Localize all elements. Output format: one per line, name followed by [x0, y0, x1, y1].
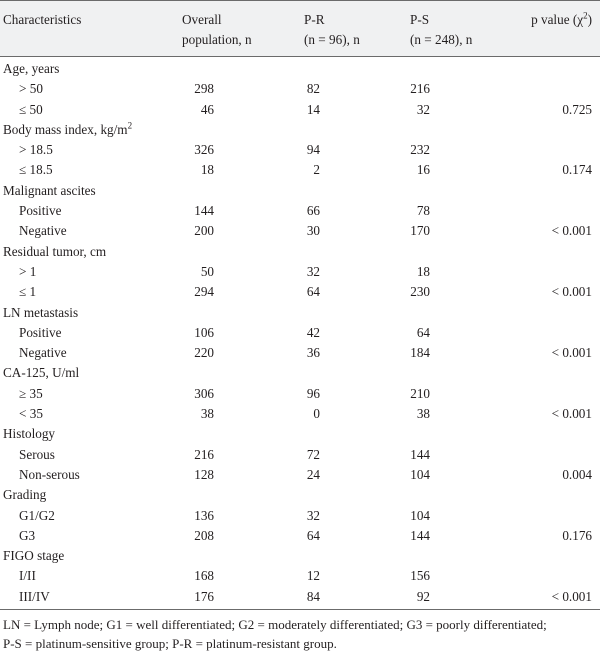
table-row — [0, 506, 600, 526]
pr-cell: 82 — [306, 81, 320, 97]
overall-cell: 106 — [194, 324, 214, 340]
ps-cell: 38 — [416, 406, 430, 422]
pvalue-cell: 0.176 — [562, 527, 592, 543]
pr-cell: 64 — [306, 284, 320, 300]
pr-cell: 72 — [306, 446, 320, 462]
group-row — [0, 363, 600, 383]
overall-cell: 326 — [194, 142, 214, 158]
ps-cell: 232 — [410, 142, 430, 158]
pr-cell: 94 — [306, 142, 320, 158]
group-label — [3, 120, 132, 140]
overall-cell: 18 — [200, 162, 214, 178]
pr-cell: 32 — [306, 507, 320, 523]
row-label: > 18.5 — [19, 142, 53, 158]
table-row — [0, 140, 600, 160]
overall-cell: 144 — [194, 203, 214, 219]
row-label: > 1 — [19, 263, 37, 279]
group-label-text: Histology — [3, 426, 56, 442]
group-label — [3, 424, 55, 444]
header-characteristics — [3, 10, 81, 30]
overall-cell: 216 — [194, 446, 214, 462]
pr-cell: 24 — [306, 466, 320, 482]
overall-cell: 200 — [194, 223, 214, 239]
table-body — [0, 56, 600, 607]
header-characteristics-label: Characteristics — [3, 12, 82, 27]
overall-cell: 136 — [194, 507, 214, 523]
group-label — [3, 303, 78, 323]
row-label: Negative — [19, 345, 67, 361]
table-row — [0, 566, 600, 586]
header-pvalue-sup: 2 — [583, 10, 588, 21]
ps-cell: 144 — [410, 446, 430, 462]
group-row — [0, 242, 600, 262]
row-label: G3 — [19, 527, 36, 543]
ps-cell: 16 — [416, 162, 430, 178]
group-label-text: LN metastasis — [3, 304, 79, 320]
group-label — [3, 181, 96, 201]
table-row — [0, 465, 600, 485]
overall-cell: 46 — [200, 101, 214, 117]
pr-cell: 30 — [306, 223, 320, 239]
ps-cell: 216 — [410, 81, 430, 97]
pr-cell: 36 — [306, 345, 320, 361]
header-overall-line1: Overall — [182, 12, 222, 27]
group-row — [0, 485, 600, 505]
row-label: Negative — [19, 223, 67, 239]
header-pvalue — [531, 10, 592, 30]
overall-cell: 176 — [194, 588, 214, 604]
overall-cell: 50 — [200, 263, 214, 279]
pr-cell: 42 — [306, 324, 320, 340]
row-label: Positive — [19, 203, 62, 219]
ps-cell: 156 — [410, 568, 430, 584]
table-row — [0, 384, 600, 404]
table-row — [0, 282, 600, 302]
table-row — [0, 526, 600, 546]
header-ps-line2: (n = 248), n — [410, 32, 473, 47]
ps-cell: 64 — [416, 324, 430, 340]
group-label — [3, 485, 46, 505]
row-label: > 50 — [19, 81, 43, 97]
pvalue-cell: 0.725 — [562, 101, 592, 117]
ps-cell: 184 — [410, 345, 430, 361]
row-label: III/IV — [19, 588, 50, 604]
ps-cell: 92 — [416, 588, 430, 604]
pvalue-cell: < 0.001 — [551, 284, 592, 300]
row-label: Positive — [19, 324, 62, 340]
ps-cell: 78 — [416, 203, 430, 219]
pr-cell: 12 — [306, 568, 320, 584]
header-overall-line2: population, n — [182, 32, 252, 47]
ps-cell: 104 — [410, 507, 430, 523]
group-label-text: Malignant ascites — [3, 182, 96, 198]
table-row — [0, 587, 600, 607]
pr-cell: 32 — [306, 263, 320, 279]
header-overall — [182, 10, 252, 50]
pr-cell: 84 — [306, 588, 320, 604]
overall-cell: 38 — [200, 406, 214, 422]
header-pr-line2: (n = 96), n — [304, 32, 360, 47]
footnote-line2: P-S = platinum-sensitive group; P-R = platinum-resistant group. — [3, 636, 337, 651]
overall-cell: 298 — [194, 81, 214, 97]
ps-cell: 230 — [410, 284, 430, 300]
group-row — [0, 303, 600, 323]
ps-cell: 32 — [416, 101, 430, 117]
header-pr — [304, 10, 360, 50]
ps-cell: 170 — [410, 223, 430, 239]
table-header — [0, 0, 600, 57]
ps-cell: 144 — [410, 527, 430, 543]
overall-cell: 128 — [194, 466, 214, 482]
row-label: Serous — [19, 446, 55, 462]
group-row — [0, 424, 600, 444]
pr-cell: 2 — [313, 162, 320, 178]
row-label: I/II — [19, 568, 36, 584]
row-label: ≥ 35 — [19, 385, 43, 401]
table-row — [0, 221, 600, 241]
table-row — [0, 323, 600, 343]
group-label — [3, 546, 64, 566]
row-label: Non-serous — [19, 466, 80, 482]
table-row — [0, 79, 600, 99]
header-ps — [410, 10, 472, 50]
overall-cell: 220 — [194, 345, 214, 361]
overall-cell: 168 — [194, 568, 214, 584]
row-label: G1/G2 — [19, 507, 55, 523]
group-label-text: CA-125, U/ml — [3, 365, 80, 381]
pvalue-cell: 0.174 — [562, 162, 592, 178]
table-row — [0, 343, 600, 363]
row-label: < 35 — [19, 406, 43, 422]
ps-cell: 18 — [416, 263, 430, 279]
table-row — [0, 201, 600, 221]
group-row — [0, 59, 600, 79]
overall-cell: 208 — [194, 527, 214, 543]
header-pvalue-label: p value (χ — [531, 12, 584, 27]
group-label-text: Residual tumor, cm — [3, 243, 107, 259]
group-label-text: Body mass index, kg/m — [3, 121, 128, 137]
group-label-text: Age, years — [3, 61, 60, 76]
pr-cell: 14 — [306, 101, 320, 117]
pr-cell: 96 — [306, 385, 320, 401]
footnote-line1: LN = Lymph node; G1 = well differentiated; G2 = moderately differentiated; G3 = poorly differentiated; — [3, 617, 547, 632]
pr-cell: 66 — [306, 203, 320, 219]
row-label: ≤ 50 — [19, 101, 43, 117]
row-label: ≤ 18.5 — [19, 162, 53, 178]
table-row — [0, 445, 600, 465]
header-ps-line1: P-S — [410, 12, 430, 27]
overall-cell: 306 — [194, 385, 214, 401]
group-row — [0, 120, 600, 140]
group-label-sup: 2 — [127, 120, 133, 131]
pvalue-cell: < 0.001 — [551, 588, 592, 604]
table-row — [0, 100, 600, 120]
pr-cell: 64 — [306, 527, 320, 543]
group-label — [3, 59, 59, 79]
group-row — [0, 546, 600, 566]
table-footnote — [3, 615, 597, 653]
pvalue-cell: 0.004 — [562, 466, 592, 482]
header-pr-line1: P-R — [304, 12, 325, 27]
pvalue-cell: < 0.001 — [551, 223, 592, 239]
row-label: ≤ 1 — [19, 284, 37, 300]
pvalue-cell: < 0.001 — [551, 406, 592, 422]
group-label — [3, 363, 79, 383]
table-row — [0, 160, 600, 180]
pvalue-cell: < 0.001 — [551, 345, 592, 361]
overall-cell: 294 — [194, 284, 214, 300]
header-pvalue-close: ) — [587, 12, 592, 27]
group-label-text: FIGO stage — [3, 548, 65, 564]
group-label — [3, 242, 106, 262]
ps-cell: 104 — [410, 466, 430, 482]
table-row — [0, 262, 600, 282]
group-row — [0, 181, 600, 201]
group-label-text: Grading — [3, 487, 47, 503]
pr-cell: 0 — [313, 406, 320, 422]
table-row — [0, 404, 600, 424]
ps-cell: 210 — [410, 385, 430, 401]
table-bottom-rule — [0, 609, 600, 610]
